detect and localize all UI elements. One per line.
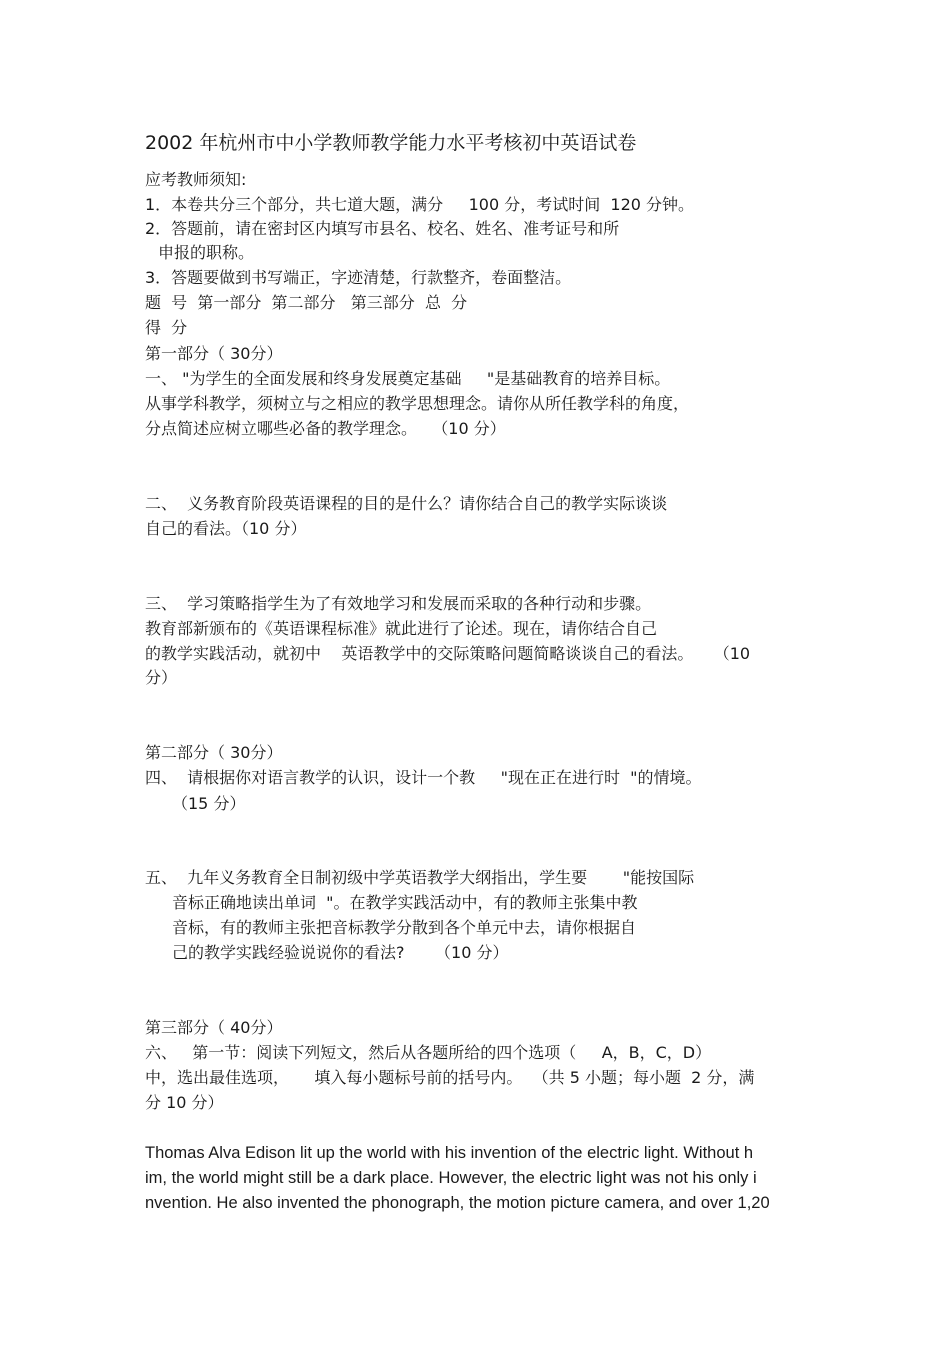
reading-passage-line-1: Thomas Alva Edison lit up the world with his invention of the electric light. Without h (145, 1144, 754, 1162)
notice-heading: 应考教师须知: (145, 170, 247, 189)
reading-passage-line-2: im, the world might still be a dark place. However, the electric light was not his only i (145, 1169, 757, 1187)
question-6-line-1: 六、 第一节：阅读下列短文，然后从各题所给的四个选项（ A，B，C，D） (145, 1043, 712, 1062)
part1-heading: 第一部分（ 30分） (145, 344, 283, 363)
part3-heading: 第三部分（ 40分） (145, 1018, 283, 1037)
question-5-line-4: 己的教学实践经验说说你的看法? （10 分） (172, 943, 509, 962)
question-3-line-4: 分） (145, 668, 178, 687)
question-6-line-3: 分 10 分） (145, 1093, 224, 1112)
question-4-line-2: （15 分） (172, 794, 246, 813)
reading-passage-line-3: nvention. He also invented the phonograph, the motion picture camera, and over 1,20 (145, 1194, 770, 1212)
notice-item-3: 3．答题要做到书写端正，字迹清楚，行款整齐，卷面整洁。 (145, 268, 572, 287)
question-2-line-2: 自己的看法。（10 分） (145, 519, 307, 538)
question-5-line-3: 音标，有的教师主张把音标教学分散到各个单元中去，请你根据自 (172, 918, 637, 937)
score-table-row: 得 分 (145, 318, 188, 337)
question-1-line-2: 从事学科教学，须树立与之相应的教学思想理念。请你从所任教学科的角度， (145, 394, 690, 413)
question-5-line-2: 音标正确地读出单词 "。在教学实践活动中，有的教师主张集中教 (172, 893, 638, 912)
question-5-line-1: 五、 九年义务教育全日制初级中学英语教学大纲指出，学生要 "能按国际 (145, 868, 695, 887)
question-2-line-1: 二、 义务教育阶段英语课程的目的是什么？请你结合自己的教学实际谈谈 (145, 494, 668, 513)
notice-item-2: 2．答题前，请在密封区内填写市县名、校名、姓名、准考证号和所 (145, 219, 620, 238)
part2-heading: 第二部分（ 30分） (145, 743, 283, 762)
question-4-line-1: 四、 请根据你对语言教学的认识，设计一个教 "现在正在进行时 "的情境。 (145, 768, 702, 787)
score-table-header: 题 号 第一部分 第二部分 第三部分 总 分 (145, 293, 468, 312)
notice-item-1: 1．本卷共分三个部分，共七道大题，满分 100 分，考试时间 120 分钟。 (145, 195, 695, 214)
question-6-line-2: 中，选出最佳选项， 填入每小题标号前的括号内。 （共 5 小题；每小题 2 分，满 (145, 1068, 755, 1087)
question-3-line-1: 三、 学习策略指学生为了有效地学习和发展而采取的各种行动和步骤。 (145, 594, 652, 613)
question-1-line-1: 一、 "为学生的全面发展和终身发展奠定基础 "是基础教育的培养目标。 (145, 369, 671, 388)
notice-item-2-cont: 申报的职称。 (158, 243, 255, 262)
question-1-line-3: 分点简述应树立哪些必备的教学理念。 （10 分） (145, 419, 506, 438)
document-title: 2002 年杭州市中小学教师教学能力水平考核初中英语试卷 (145, 132, 637, 154)
question-3-line-3: 的教学实践活动，就初中 英语教学中的交际策略问题简略谈谈自己的看法。 （10 (145, 644, 751, 663)
question-3-line-2: 教育部新颁布的《英语课程标准》就此进行了论述。现在，请你结合自己 (145, 619, 658, 638)
